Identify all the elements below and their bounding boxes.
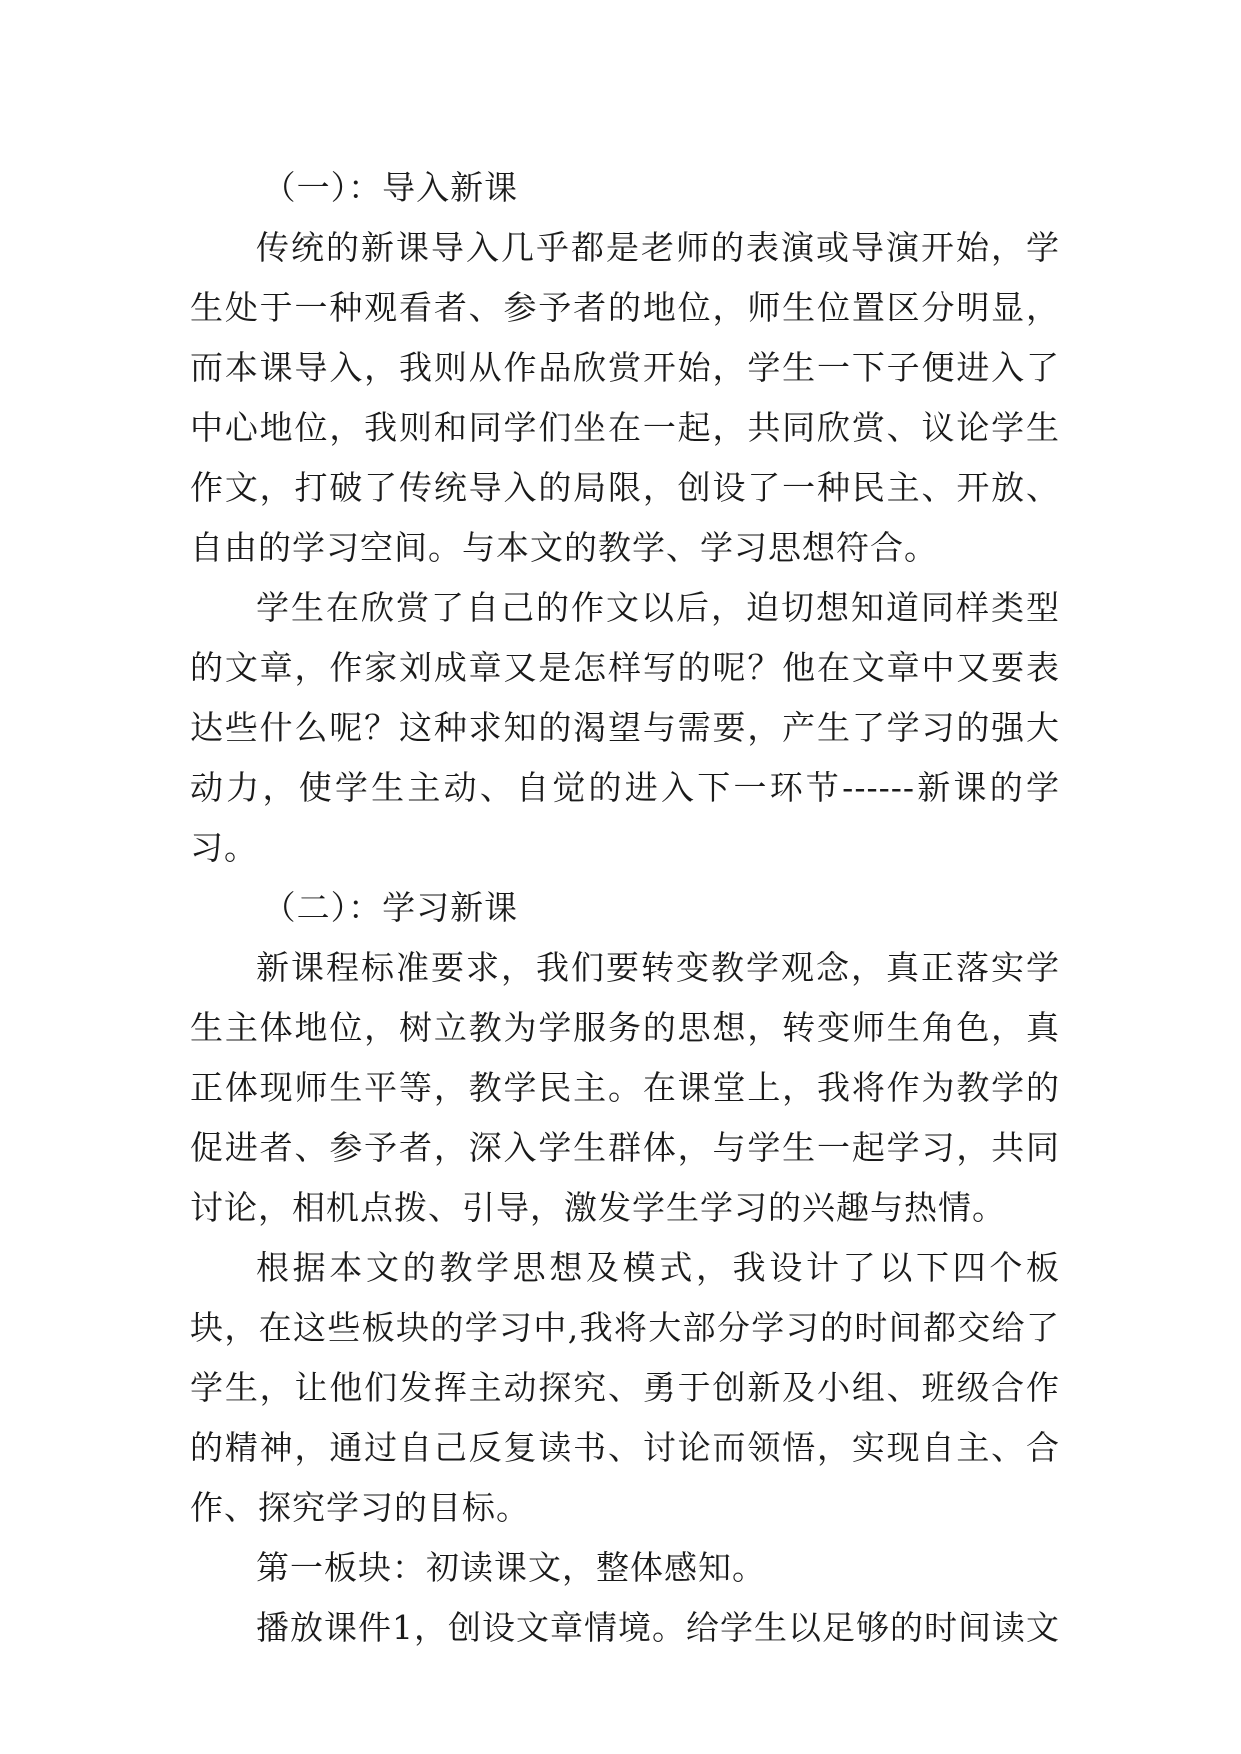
section-heading-2: （二）：学习新课 xyxy=(262,888,519,927)
paragraph-5: 第一板块：初读课文，整体感知。 xyxy=(256,1548,766,1587)
paragraph-3: 新课程标准要求，我们要转变教学观念，真正落实学生主体地位，树立教为学服务的思想，转变师生角色，真正体现师生平等，教学民主。在课堂上，我将作为教学的促进者、参予者，深入学生群体，与学生一起学习，共同讨论，相机点拨、引导，激发学生学习的兴趣与热情。 xyxy=(190,948,1060,1227)
document-body xyxy=(190,158,1060,1658)
section-heading-1: （一）：导入新课 xyxy=(262,168,519,207)
paragraph-2: 学生在欣赏了自己的作文以后，迫切想知道同样类型的文章，作家刘成章又是怎样写的呢？他在文章中又要表达些什么呢？这种求知的渴望与需要，产生了学习的强大动力，使学生主动、自觉的进入下一环节------新课的学习。 xyxy=(190,588,1060,867)
paragraph-1: 传统的新课导入几乎都是老师的表演或导演开始，学生处于一种观看者、参予者的地位，师生位置区分明显，而本课导入，我则从作品欣赏开始，学生一下子便进入了中心地位，我则和同学们坐在一起，共同欣赏、议论学生作文，打破了传统导入的局限，创设了一种民主、开放、自由的学习空间。与本文的教学、学习思想符合。 xyxy=(190,228,1060,567)
paragraph-6: 播放课件1，创设文章情境。给学生以足够的时间读文 xyxy=(256,1608,1060,1647)
paragraph-4: 根据本文的教学思想及模式，我设计了以下四个板块，在这些板块的学习中,我将大部分学习的时间都交给了学生，让他们发挥主动探究、勇于创新及小组、班级合作的精神，通过自己反复读书、讨论而领悟，实现自主、合作、探究学习的目标。 xyxy=(190,1248,1060,1527)
